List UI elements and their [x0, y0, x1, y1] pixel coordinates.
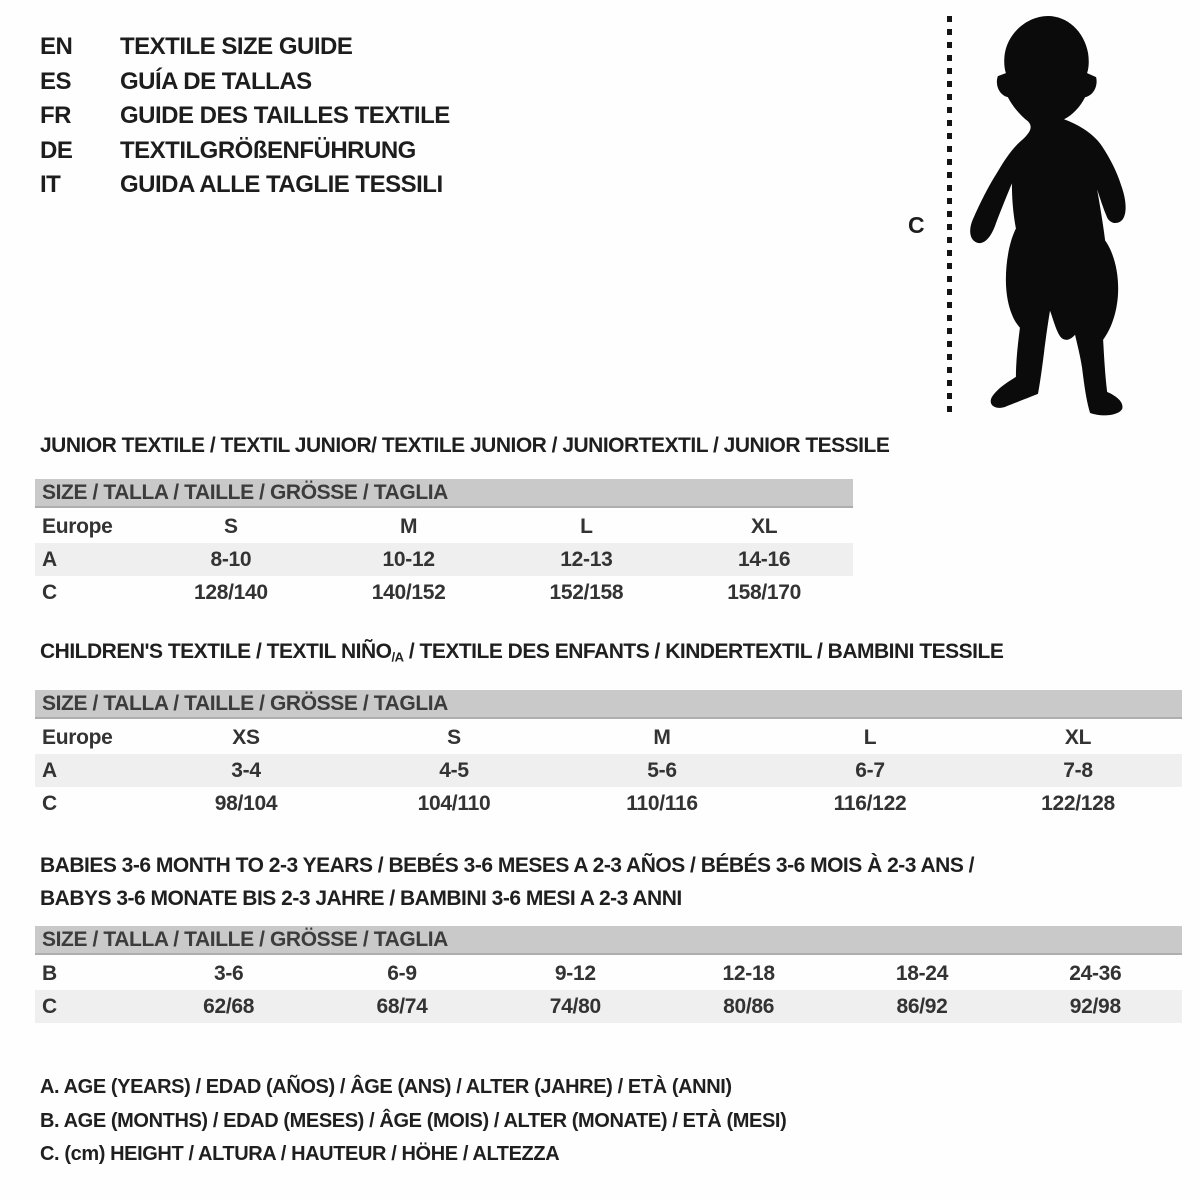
size-cell: L: [863, 725, 877, 749]
height-cell: 104/110: [417, 791, 491, 815]
babies-heading-line1: BABIES 3-6 MONTH TO 2-3 YEARS / BEBÉS 3-6 MESES A 2-3 AÑOS / BÉBÉS 3-6 MOIS À 2-3 ANS /: [40, 854, 975, 877]
row-label: Europe: [42, 725, 113, 749]
language-title: TEXTILGRÖßENFÜHRUNG: [120, 136, 416, 164]
children-row-europe: [35, 721, 1182, 754]
age-cell: 5-6: [647, 758, 677, 782]
height-measure-dashed-line: [947, 16, 952, 416]
height-cell: 158/170: [727, 580, 802, 604]
age-cell: 4-5: [439, 758, 469, 782]
height-cell: 98/104: [214, 791, 278, 815]
row-label: B: [42, 961, 57, 985]
height-cell: 68/74: [376, 994, 428, 1018]
language-title: GUIDE DES TAILLES TEXTILE: [120, 102, 450, 130]
junior-row-height: [35, 576, 853, 609]
height-cell: 122/128: [1041, 791, 1115, 815]
children-row-height: [35, 787, 1182, 820]
age-cell: 14-16: [738, 547, 791, 571]
size-cell: M: [653, 725, 671, 749]
size-cell: XS: [232, 725, 260, 749]
legend-age-years: A. AGE (YEARS) / EDAD (AÑOS) / ÂGE (ANS) / ALTER (JAHRE) / ETÀ (ANNI): [40, 1076, 732, 1098]
babies-size-table: [35, 926, 1182, 1023]
height-cell: 140/152: [371, 580, 446, 604]
height-cell: 152/158: [549, 580, 624, 604]
height-cell: 62/68: [203, 994, 255, 1018]
language-title: GUÍA DE TALLAS: [120, 67, 312, 95]
junior-row-europe: [35, 510, 853, 543]
row-label: C: [42, 580, 57, 604]
junior-size-table: [35, 479, 853, 609]
junior-size-header-bar: SIZE / TALLA / TAILLE / GRÖSSE / TAGLIA: [35, 479, 853, 508]
row-label: C: [42, 791, 57, 815]
height-cell: 80/86: [723, 994, 775, 1018]
language-row-en: [40, 30, 450, 65]
junior-row-age: [35, 543, 853, 576]
months-cell: 12-18: [722, 961, 775, 985]
junior-section-heading: JUNIOR TEXTILE / TEXTIL JUNIOR/ TEXTILE JUNIOR / JUNIORTEXTIL / JUNIOR TESSILE: [40, 434, 890, 457]
babies-row-height: [35, 990, 1182, 1023]
babies-row-months: [35, 957, 1182, 990]
babies-section-heading: [40, 849, 1180, 915]
age-cell: 3-4: [231, 758, 261, 782]
language-row-de: [40, 134, 450, 169]
age-cell: 6-7: [855, 758, 885, 782]
children-section-heading: [40, 640, 1003, 665]
row-label: C: [42, 994, 57, 1018]
months-cell: 18-24: [895, 961, 949, 985]
size-cell: M: [400, 514, 418, 538]
language-code: FR: [40, 102, 71, 130]
babies-heading-line2: BABYS 3-6 MONATE BIS 2-3 JAHRE / BAMBINI 3-6 MESI A 2-3 ANNI: [40, 887, 682, 910]
age-cell: 8-10: [210, 547, 252, 571]
size-cell: L: [580, 514, 593, 538]
language-code: ES: [40, 67, 72, 95]
age-cell: 10-12: [382, 547, 435, 571]
language-row-es: [40, 65, 450, 100]
measurement-legend: [40, 1071, 786, 1172]
size-cell: S: [224, 514, 238, 538]
row-label: A: [42, 547, 57, 571]
children-heading-suffix: / TEXTILE DES ENFANTS / KINDERTEXTIL / BAMBINI TESSILE: [403, 640, 1004, 663]
row-label: A: [42, 758, 57, 782]
language-row-fr: [40, 99, 450, 134]
language-code: IT: [40, 171, 61, 199]
months-cell: 3-6: [213, 961, 244, 985]
children-size-table: [35, 690, 1182, 820]
height-cell: 92/98: [1069, 994, 1121, 1018]
language-title: GUIDA ALLE TAGLIE TESSILI: [120, 171, 443, 199]
children-heading-sub: /A: [391, 649, 404, 665]
months-cell: 9-12: [554, 961, 596, 985]
size-cell: XL: [751, 514, 778, 538]
months-cell: 24-36: [1069, 961, 1122, 985]
height-cell: 74/80: [549, 994, 601, 1018]
row-label: Europe: [42, 514, 113, 538]
height-cell: 86/92: [896, 994, 948, 1018]
height-cell: 128/140: [193, 580, 268, 604]
size-cell: XL: [1064, 725, 1092, 749]
toddler-silhouette-illustration: [963, 14, 1140, 420]
legend-age-months: B. AGE (MONTHS) / EDAD (MESES) / ÂGE (MOIS) / ALTER (MONATE) / ETÀ (MESI): [40, 1109, 787, 1132]
children-row-age: [35, 754, 1182, 787]
age-cell: 12-13: [560, 547, 613, 571]
months-cell: 6-9: [387, 961, 417, 985]
height-cell: 110/116: [626, 791, 698, 815]
children-size-header-bar: SIZE / TALLA / TAILLE / GRÖSSE / TAGLIA: [35, 690, 1182, 719]
legend-height-cm: C. (cm) HEIGHT / ALTURA / HAUTEUR / HÖHE / ALTEZZA: [40, 1143, 560, 1165]
height-cell: 116/122: [833, 791, 907, 815]
language-title-list: [40, 30, 450, 203]
age-cell: 7-8: [1063, 758, 1093, 782]
language-title: TEXTILE SIZE GUIDE: [120, 33, 353, 61]
height-measure-label: C: [908, 212, 925, 238]
language-row-it: [40, 168, 450, 203]
size-cell: S: [447, 725, 461, 749]
children-heading-prefix: CHILDREN'S TEXTILE / TEXTIL NIÑO: [40, 640, 392, 663]
language-code: EN: [40, 33, 73, 61]
babies-size-header-bar: SIZE / TALLA / TAILLE / GRÖSSE / TAGLIA: [35, 926, 1182, 955]
language-code: DE: [40, 136, 73, 164]
